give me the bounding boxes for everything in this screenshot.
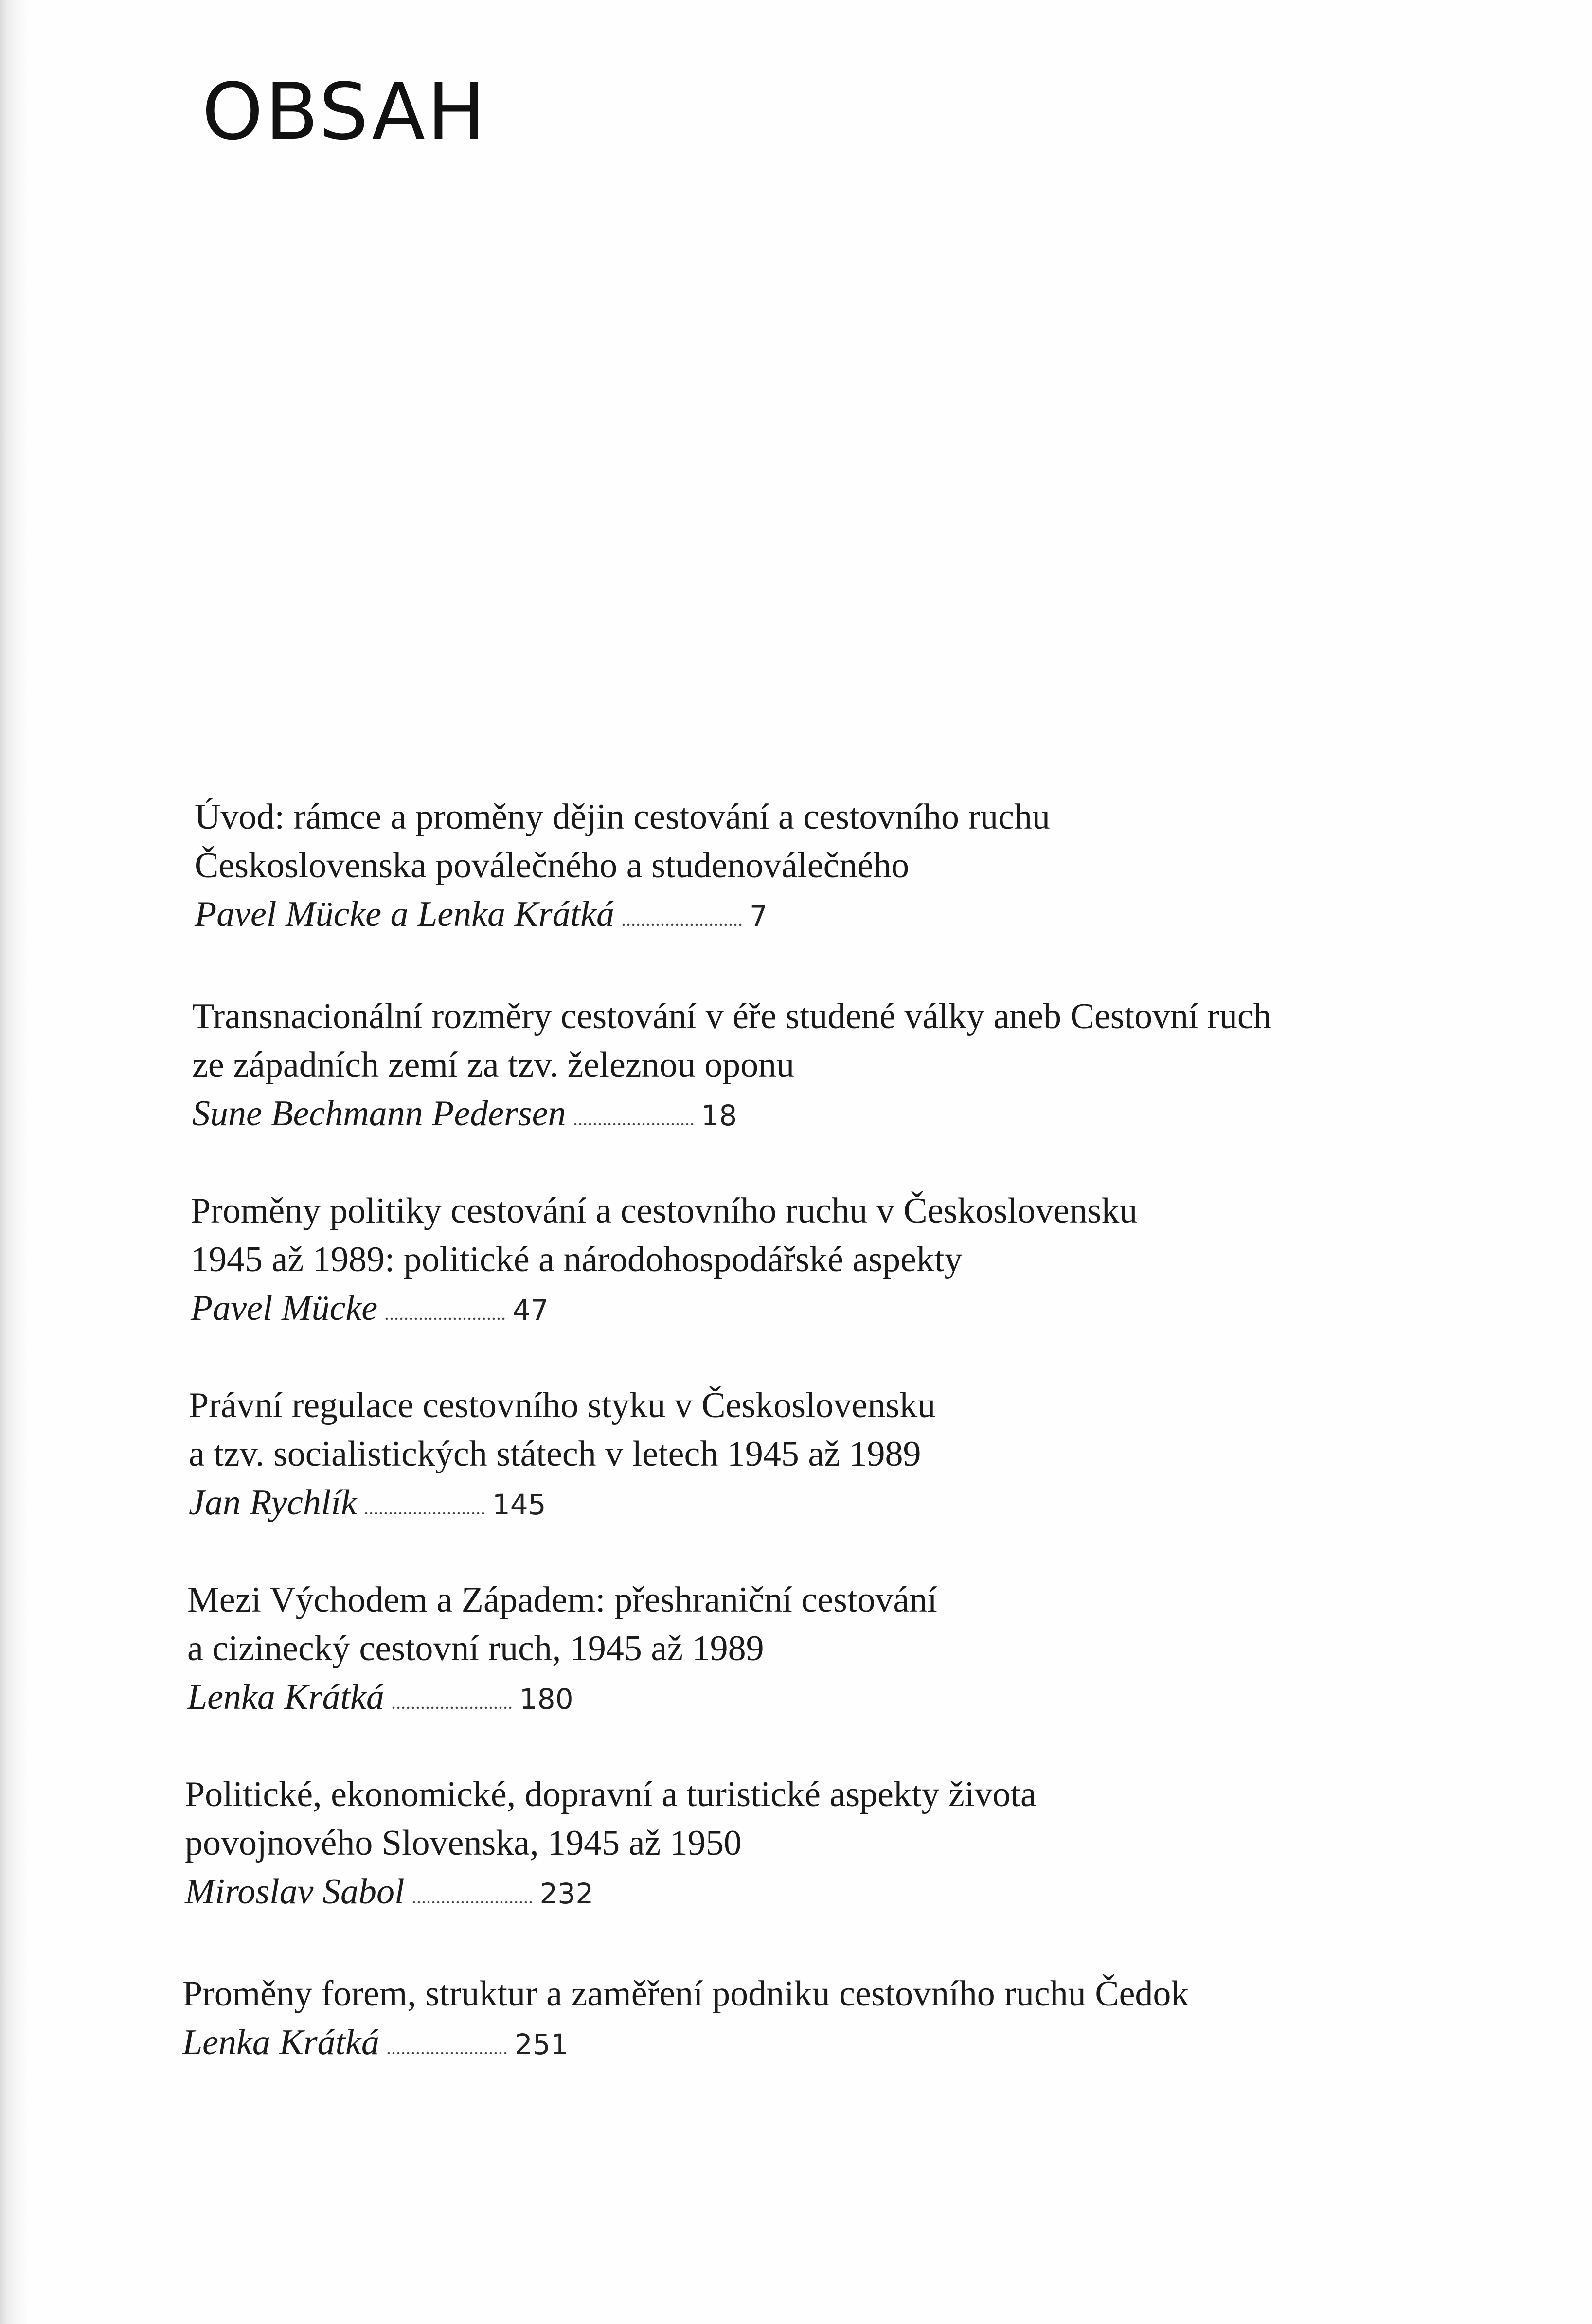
toc-entry-author: Pavel Mücke xyxy=(191,1288,378,1328)
dot-leader xyxy=(386,2044,508,2054)
toc-entry-title-line: Transnacionální rozměry cestování v éře studené války aneb Cestovní ruch xyxy=(192,996,1271,1036)
toc-entry-author: Miroslav Sabol xyxy=(185,1872,405,1912)
toc-entry-author-line xyxy=(189,1478,1405,1529)
toc-entry-author-line xyxy=(187,1673,1403,1723)
toc-entry xyxy=(189,1381,1405,1529)
toc-entry-author-line xyxy=(182,2018,1398,2069)
toc-entry-author: Pavel Mücke a Lenka Krátká xyxy=(195,894,615,934)
dot-leader xyxy=(391,1699,513,1709)
toc-entry xyxy=(182,1969,1398,2069)
toc-entry-page-number: 7 xyxy=(750,900,768,933)
toc-entry xyxy=(191,1187,1407,1334)
toc-entry-title-line: Proměny politiky cestování a cestovního ruchu v Československu xyxy=(191,1191,1138,1231)
toc-entry-title-line: Československa poválečného a studenoválečného xyxy=(195,846,910,886)
toc-entry-title-line: ze západních zemí za tzv. železnou oponu xyxy=(192,1045,795,1085)
toc-entry-title-line: Politické, ekonomické, dopravní a turistické aspekty života xyxy=(185,1774,1037,1814)
dot-leader xyxy=(364,1505,485,1514)
toc-entry-author: Lenka Krátká xyxy=(187,1677,384,1717)
toc-entry-author: Sune Bechmann Pedersen xyxy=(192,1094,566,1134)
toc-entry-page-number: 232 xyxy=(539,1877,594,1910)
toc-entry-title-line: a cizinecký cestovní ruch, 1945 až 1989 xyxy=(187,1629,764,1668)
toc-entry-title-line: povojnového Slovenska, 1945 až 1950 xyxy=(185,1823,742,1863)
page-title: OBSAH xyxy=(202,66,488,157)
toc-entry-author: Lenka Krátká xyxy=(182,2022,379,2062)
toc-entry xyxy=(195,793,1411,940)
toc-entry-page-number: 251 xyxy=(514,2028,569,2061)
toc-entry xyxy=(187,1576,1403,1723)
dot-leader xyxy=(411,1894,533,1903)
toc-entry-author: Jan Rychlík xyxy=(189,1483,357,1523)
toc-entry-title-line: Proměny forem, struktur a zaměření podniku cestovního ruchu Čedok xyxy=(182,1974,1189,2014)
toc-entry-page-number: 18 xyxy=(701,1099,737,1132)
toc-entry-author-line xyxy=(185,1867,1401,1918)
toc-entry-page-number: 145 xyxy=(492,1488,546,1521)
toc-entry-title-line: 1945 až 1989: politické a národohospodářské aspekty xyxy=(191,1240,963,1279)
toc-entry-author-line xyxy=(195,890,1411,940)
dot-leader xyxy=(621,916,743,926)
dot-leader xyxy=(384,1310,506,1320)
toc-entry-page-number: 180 xyxy=(519,1683,573,1716)
toc-entry-title-line: Právní regulace cestovního styku v Československu xyxy=(189,1385,936,1425)
toc-entry-title-line: Mezi Východem a Západem: přeshraniční cestování xyxy=(187,1580,937,1620)
toc-entry-title-line: a tzv. socialistických státech v letech 1945 až 1989 xyxy=(189,1434,921,1474)
toc-entry xyxy=(192,992,1408,1140)
toc-entry-page-number: 47 xyxy=(513,1294,549,1327)
toc-entry-title-line: Úvod: rámce a proměny dějin cestování a cestovního ruchu xyxy=(195,797,1050,837)
dot-leader xyxy=(573,1116,695,1125)
toc-entry-author-line xyxy=(191,1284,1407,1334)
toc-entry xyxy=(185,1770,1401,1918)
toc-entry-author-line xyxy=(192,1089,1408,1140)
